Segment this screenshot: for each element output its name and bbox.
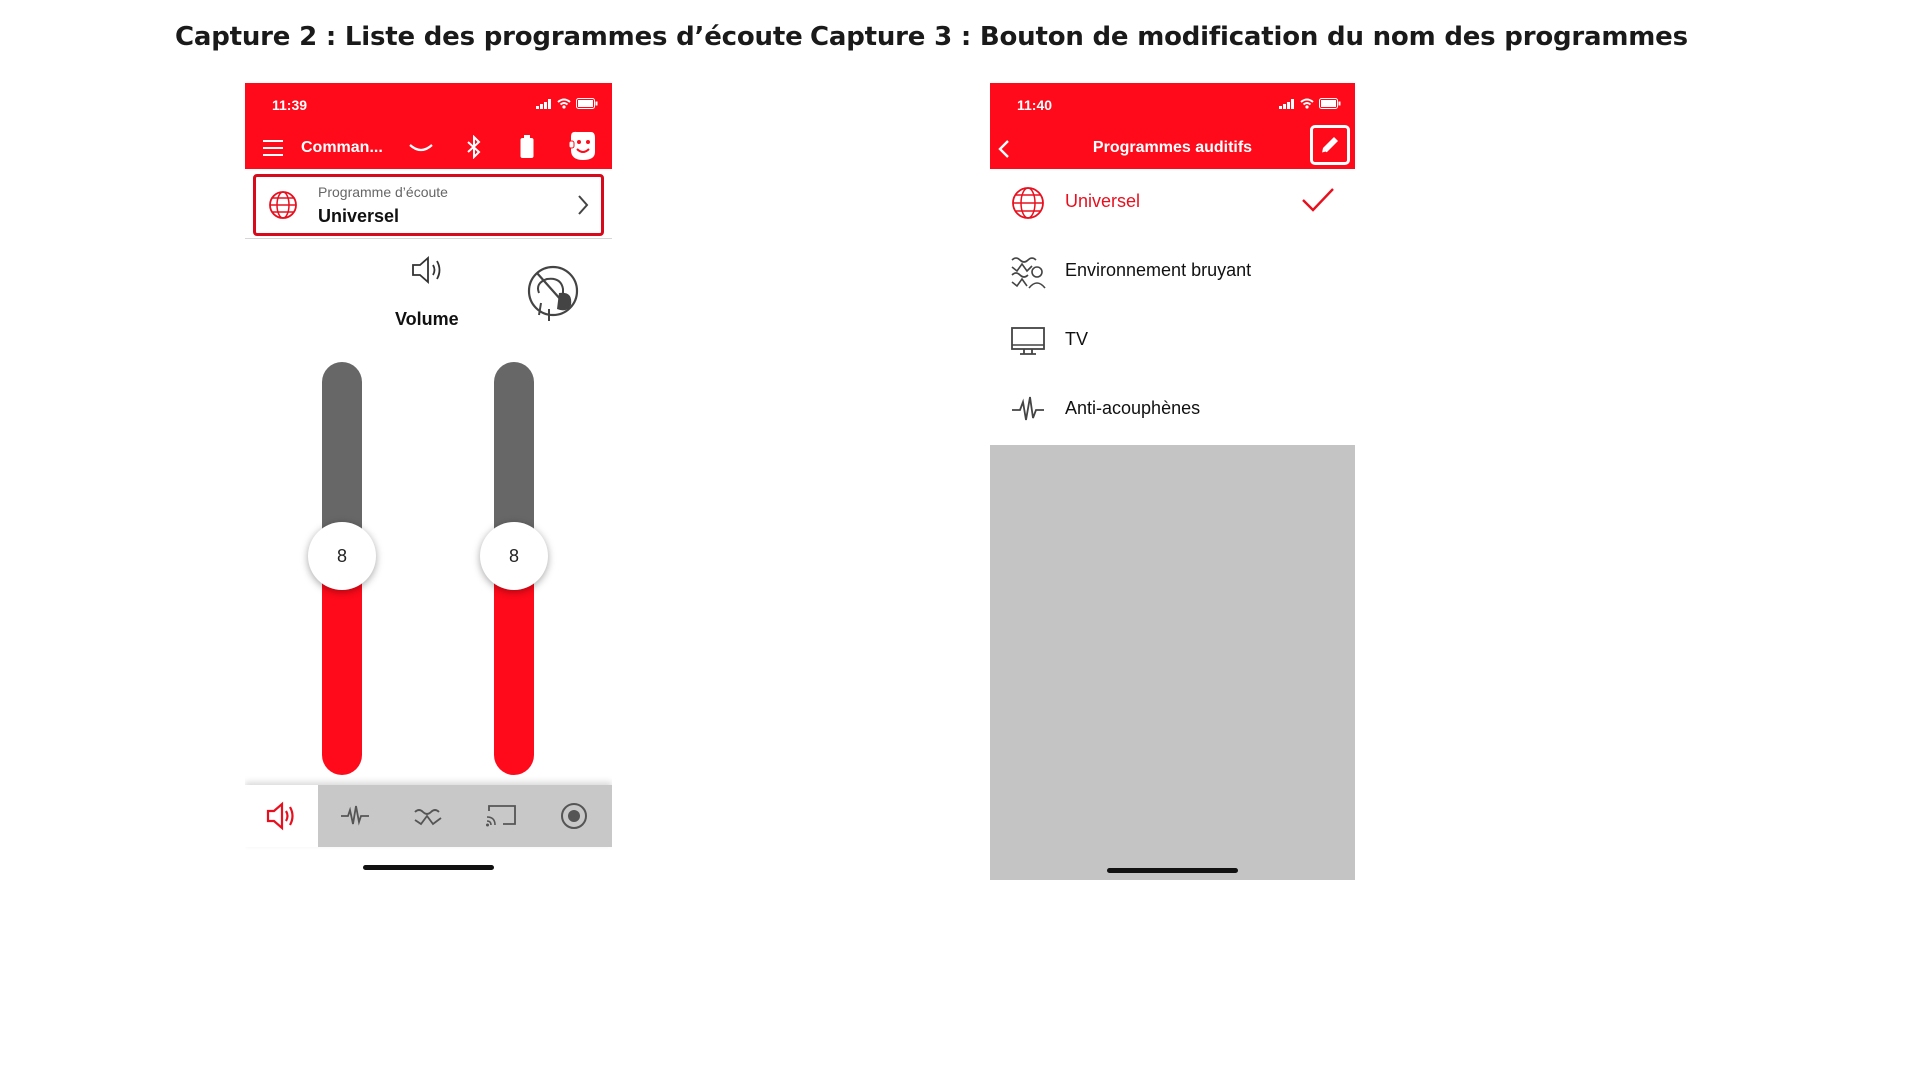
globe-icon [268, 190, 298, 220]
program-item-anti-acouphenes[interactable] [990, 376, 1355, 444]
program-label: TV [1065, 329, 1089, 349]
checkmark-icon [1301, 187, 1335, 213]
home-indicator [363, 865, 494, 870]
bottom-tab-bar [245, 785, 612, 847]
status-time: 11:40 [1017, 97, 1053, 113]
circle-icon [559, 801, 589, 831]
slider-left-knob[interactable]: 8 [308, 522, 376, 590]
speaker-icon [265, 801, 299, 831]
waveform-icon [340, 804, 370, 828]
mute-muffle-icon[interactable] [525, 263, 581, 323]
slider-right-track-lower[interactable] [494, 563, 534, 775]
battery-status-icon [576, 98, 598, 109]
phone-screen-programs-edit [990, 83, 1355, 880]
tab-other[interactable] [537, 785, 610, 847]
screen-title: Programmes auditifs [1092, 139, 1253, 156]
program-label: Universel [1065, 191, 1141, 211]
noisy-environment-icon [1010, 254, 1046, 290]
caption-capture-3: Capture 3 : Bouton de modification du nom des programmes [810, 22, 1688, 52]
program-item-tv[interactable] [990, 307, 1355, 375]
status-time: 11:39 [272, 97, 308, 113]
wifi-icon [1300, 98, 1314, 109]
status-icons [536, 98, 598, 109]
face-icon[interactable] [567, 130, 597, 162]
tab-noise[interactable] [391, 785, 464, 847]
wifi-icon [557, 98, 571, 109]
program-label: Anti-acouphènes [1065, 398, 1201, 418]
pencil-icon [1319, 134, 1341, 156]
program-selector[interactable] [253, 174, 604, 236]
signal-icon [536, 99, 552, 109]
monitor-icon [1010, 323, 1046, 359]
signal-icon [1279, 99, 1295, 109]
program-label: Programme d’écoute [318, 184, 448, 200]
program-value: Universel [318, 206, 400, 226]
tab-volume[interactable] [245, 785, 318, 847]
volume-label: Volume [395, 309, 459, 329]
globe-icon [1010, 185, 1046, 221]
volume-speaker-icon [410, 254, 446, 286]
program-item-universel[interactable] [990, 169, 1355, 237]
slider-right-knob[interactable]: 8 [480, 522, 548, 590]
slider-left-track-lower[interactable] [322, 563, 362, 775]
waveform-icon [1010, 392, 1046, 428]
caption-capture-2: Capture 2 : Liste des programmes d’écoute [175, 22, 803, 52]
tab-cast[interactable] [464, 785, 537, 847]
chevron-down-icon[interactable] [409, 143, 433, 153]
chevron-right-icon [577, 194, 589, 216]
app-header [990, 83, 1355, 169]
divider [245, 238, 612, 239]
home-indicator [1107, 868, 1238, 873]
cast-icon [485, 803, 517, 829]
bluetooth-icon[interactable] [466, 135, 482, 159]
battery-status-icon [1319, 98, 1341, 109]
app-header [245, 83, 612, 169]
device-title: Comman... [301, 139, 383, 156]
noise-waves-icon [413, 804, 443, 828]
phone-screen-program-list [245, 83, 612, 880]
status-icons [1279, 98, 1341, 109]
program-label: Environnement bruyant [1065, 260, 1252, 280]
menu-icon[interactable] [263, 140, 283, 156]
program-item-environnement-bruyant[interactable] [990, 238, 1355, 306]
empty-area [990, 445, 1355, 880]
battery-icon[interactable] [520, 135, 534, 159]
tab-waveform[interactable] [318, 785, 391, 847]
edit-names-button[interactable] [1310, 125, 1350, 165]
